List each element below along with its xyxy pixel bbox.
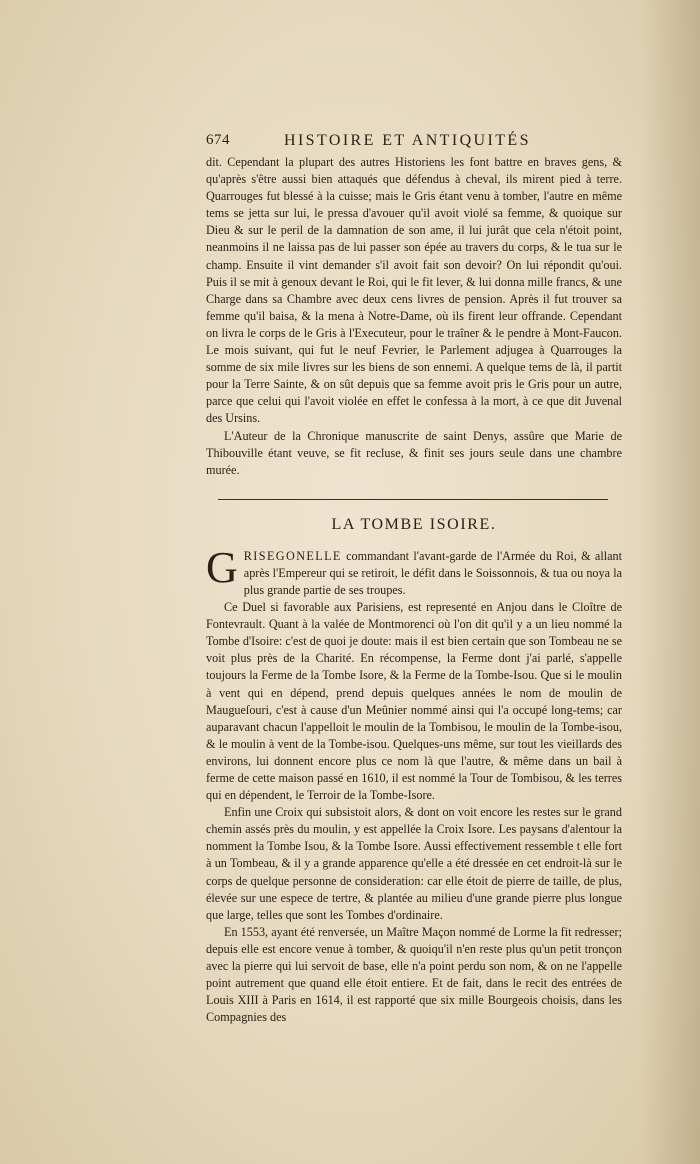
page-edge-shadow [640,0,700,1164]
paragraph-continued: dit. Cependant la plupart des autres Historiens les font battre en braves gens, & qu'après s'être aussi bien attaqués que défendus à cheval, ils mirent pied à terre. Quarrouges fut blessé à la cuisse; mais le Gris étant venu à tomber, l'autre en même tems se jetta sur lui, le pressa d'avouer qu'il avoit violé sa femme, & quoique sur Dieu & sur le peril de la damnation de son ame, il lui jurât que cela n'étoit point, neanmoins il ne laissa pas de lui passer son épée au travers du corps, & le tua sur le champ. Ensuite il vint demander s'il avoit fait son devoir? On lui répondit qu'oui. Puis il se mit à genoux devant le Roi, qui le fit lever, & lui donna mille francs, & une Charge dans sa Chambre avec deux cens livres de pension. Après il fut trouver sa femme qu'il baisa, & la mena à Notre-Dame, où ils firent leur offrande. Cependant on livra le corps de le Gris à l'Executeur, pour le traîner & le pendre à Mont-Faucon. Le mois suivant, qui fut le neuf Fevrier, le Parlement adjugea à Quarrouges la somme de six mile livres sur les biens de son ennemi. A quelque tems de là, il partit pour la Terre Sainte, & on sût depuis que sa femme avoit pris le Gris pour un autre, parce que celui qui l'avoit violée en effet le confessa à la mort, à ce que dit Juvenal des Ursins. [206,155,622,426]
page-number: 674 [206,132,230,148]
paragraph-croix: Enfin une Croix qui subsistoit alors, & dont on voit encore les restes sur le grand chemin assés près du moulin, y est appellée la Croix Isore. Les paysans d'alentour la nomment la Tombe Isou, & la Tombe Isore. Aussi effectivement ressemble t elle fort à un Tombeau, & il y a grande apparence qu'elle a été dressée en cet endroit-là sur le corps de quelque personne de consideration: car elle étoit de pierre de taille, de plus, élevée sur une espece de tertre, & plantée au milieu d'une grande pierre plus longue que large, telles que sont les Tombes d'ordinaire. [206,805,622,922]
paragraph-chronique: L'Auteur de la Chronique manuscrite de saint Denys, assûre que Marie de Thibouville étant veuve, se fit recluse, & finit ses jours seule dans une chambre murée. [206,428,622,477]
running-title: HISTOIRE ET ANTIQUITÉS [284,132,531,149]
section-divider [218,499,608,500]
running-head [206,132,622,154]
drop-capital: G [206,542,238,592]
lead-word: RISEGONELLE [243,548,342,563]
paragraph-duel: Ce Duel si favorable aux Parisiens, est representé en Anjou dans le Cloître de Fontevrault. Quant à la valée de Montmorenci où l'on dit qu'il y a un lieu nommé la Tombe d'Isoire: c'est de quoi je doute: mais il est bien certain que son Tombeau ne se voit plus près de la Charité. En récompense, la Ferme dont j'ai parlé, s'appelle toujours la Ferme de la Tombe Isore, & la Ferme de la Tombe-Isou. Que si le moulin à vent qui en dépend, prend depuis quelques années le nom de moulin de Maugueſouri, c'est à cause d'un Meûnier nommé ainsi qui l'a occupé long-tems; car auparavant chacun l'appelloit le moulin de la Tombisou, le moulin de la Tombe-isou, & le moulin à vent de la Tombe-isou. Quelques-uns même, sur tout les vieillards des environs, lui donnent encore plus ce nom là que l'autre, & même dans un bail à ferme de cette maison passé en 1610, il est nommé la Tour de Tombisou, & les terres qui en dépendent, le Terroir de la Tombe-Isore. [206,600,622,803]
opening-text: commandant l'avant-garde de l'Armée du Roi, & allant après l'Empereur qui se retiroit, le défit dans le Soissonnois, & tua ou noya la plus grande partie de ses troupes. [243,548,622,597]
book-page [206,132,622,1026]
paragraph-opening [206,542,622,599]
paragraph-1553: En 1553, ayant été renversée, un Maître Maçon nommé de Lorme la fit redresser; depuis elle est encore venue à tomber, & quoiqu'il n'en reste plus qu'un petit tronçon avec la pierre qui lui servoit de base, elle n'a point perdu son nom, & on ne l'appelle point autrement que quand elle étoit entiere. Et de fait, dans le recit des entrées de Louis XIII à Paris en 1614, il est rapporté que six mille Bourgeois choisis, dans les Compagnies des [206,924,622,1025]
section-title: LA TOMBE ISOIRE. [331,515,497,533]
